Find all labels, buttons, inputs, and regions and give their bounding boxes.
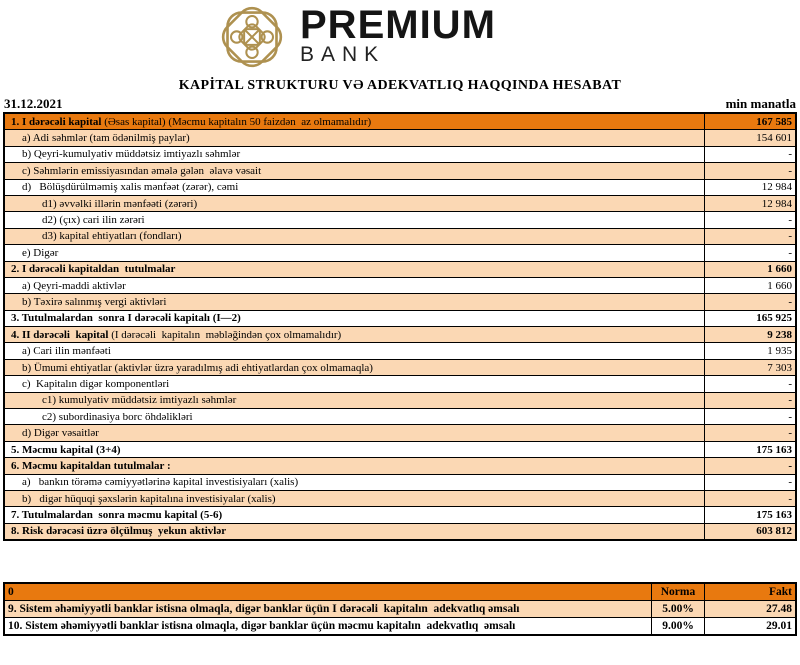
report-date: 31.12.2021 [4,96,63,111]
row-value: - [705,245,797,261]
row-value: 7 303 [705,359,797,375]
row-label: c2) subordinasiya borc öhdəlikləri [4,409,705,425]
row-value: 175 163 [705,441,797,457]
table-row [4,130,796,146]
row-norma-value: 9.00% [652,618,705,636]
row-label: 7. Tutulmalardan sonra məcmu kapital (5-6) [4,507,705,523]
row-label: a) Cari ilin mənfəəti [4,343,705,359]
row-value: 12 984 [705,195,797,211]
row-label: a) bankın törəmə cəmiyyətlərinə kapital investisiyaları (xalis) [4,474,705,490]
row-value: 1 660 [705,261,797,277]
row-label: 9. Sistem əhəmiyyətli banklar istisna olmaqla, digər banklar üçün I dərəcəli kapitalın adekvatlıq əmsalı [4,601,652,618]
table-row [4,163,796,179]
table-row [4,261,796,277]
table-row [4,212,796,228]
table-row [4,507,796,523]
row-value: 154 601 [705,130,797,146]
table-row [4,490,796,506]
adequacy-header-row [4,583,796,601]
row-value: - [705,392,797,408]
table-row [4,294,796,310]
row-value: - [705,425,797,441]
row-label: d) Bölüşdürülməmiş xalis mənfəət (zərər), cəmi [4,179,705,195]
row-value: 603 812 [705,523,797,540]
row-label: 2. I dərəcəli kapitaldan tutulmalar [4,261,705,277]
table-row [4,601,796,618]
row-value: - [705,228,797,244]
row-value: 12 984 [705,179,797,195]
row-value: 167 585 [705,113,797,130]
row-value: - [705,409,797,425]
row-label: 6. Məcmu kapitaldan tutulmalar : [4,458,705,474]
row-fakt-value: 27.48 [705,601,797,618]
row-label: 1. I dərəcəli kapital (Əsas kapital) (Məcmu kapitalın 50 faizdən az olmamalıdır) [4,113,705,130]
adequacy-table-body [4,583,796,635]
table-row [4,310,796,326]
table-row [4,146,796,162]
table-row [4,113,796,130]
table-row [4,228,796,244]
row-norma-value: 5.00% [652,601,705,618]
row-label: b) Ümumi ehtiyatlar (aktivlər üzrə yaradılmış adi ehtiyatlardan çox olmamaqla) [4,359,705,375]
capital-table-body [4,113,796,540]
row-label: 8. Risk dərəcəsi üzrə ölçülmuş yekun aktivlər [4,523,705,540]
row-label: c1) kumulyativ müddətsiz imtiyazlı səhmlər [4,392,705,408]
table-row [4,425,796,441]
table-row [4,359,796,375]
row-label: 5. Məcmu kapital (3+4) [4,441,705,457]
table-row [4,441,796,457]
row-label: c) Kapitalın digər komponentləri [4,376,705,392]
row-fakt-value: 29.01 [705,618,797,636]
row-value: - [705,212,797,228]
row-value: - [705,458,797,474]
unit-label: min manatla [725,96,796,111]
table-row [4,327,796,343]
report-title: KAPİTAL STRUKTURU VƏ ADEKVATLIQ HAQQINDA HESABAT [178,78,622,93]
row-label: e) Digər [4,245,705,261]
row-value: 1 660 [705,277,797,293]
adequacy-ratios-table [3,582,797,636]
row-value: - [705,376,797,392]
row-value: - [705,490,797,506]
row-label: 4. II dərəcəli kapital (I dərəcəli kapitalın məbləğindən çox olmamalıdır) [4,327,705,343]
table-row [4,376,796,392]
row-value: 9 238 [705,327,797,343]
capital-structure-table [3,112,797,541]
table-row [4,392,796,408]
row-label: b) Təxirə salınmış vergi aktivləri [4,294,705,310]
row-label: 10. Sistem əhəmiyyətli banklar istisna olmaqla, digər banklar üçün məcmu kapitalın adekvatlıq əmsalı [4,618,652,636]
row-label: 3. Tutulmalardan sonra I dərəcəli kapitalı (I—2) [4,310,705,326]
report-meta [4,96,796,112]
table-row [4,618,796,636]
row-value: - [705,146,797,162]
table-row [4,245,796,261]
table-row [4,523,796,540]
row-label: a) Adi səhmlər (tam ödənilmiş paylar) [4,130,705,146]
row-label: a) Qeyri-maddi aktivlər [4,277,705,293]
row-label: d1) əvvəlki illərin mənfəəti (zərəri) [4,195,705,211]
table-row [4,195,796,211]
row-value: - [705,474,797,490]
table-row [4,343,796,359]
row-label: b) Qeyri-kumulyativ müddətsiz imtiyazlı səhmlər [4,146,705,162]
row-value: 165 925 [705,310,797,326]
ornamental-knot-icon [214,2,290,77]
brand-subtitle: BANK [300,43,386,66]
adequacy-header-fakt: Fakt [705,583,797,601]
table-row [4,179,796,195]
brand-name: PREMIUM [300,3,496,47]
row-label: c) Səhmlərin emissiyasından əmələ gələn əlavə vəsait [4,163,705,179]
table-row [4,458,796,474]
row-label: d2) (çıx) cari ilin zərəri [4,212,705,228]
row-label: b) digər hüquqi şəxslərin kapitalına investisiyalar (xalis) [4,490,705,506]
table-row [4,277,796,293]
adequacy-header-norma: Norma [652,583,705,601]
table-row [4,474,796,490]
table-row [4,409,796,425]
row-label: d) Digər vəsaitlər [4,425,705,441]
row-value: - [705,163,797,179]
row-value: 175 163 [705,507,797,523]
adequacy-header-col0: 0 [4,583,652,601]
row-value: - [705,294,797,310]
row-value: 1 935 [705,343,797,359]
row-label: d3) kapital ehtiyatları (fondları) [4,228,705,244]
